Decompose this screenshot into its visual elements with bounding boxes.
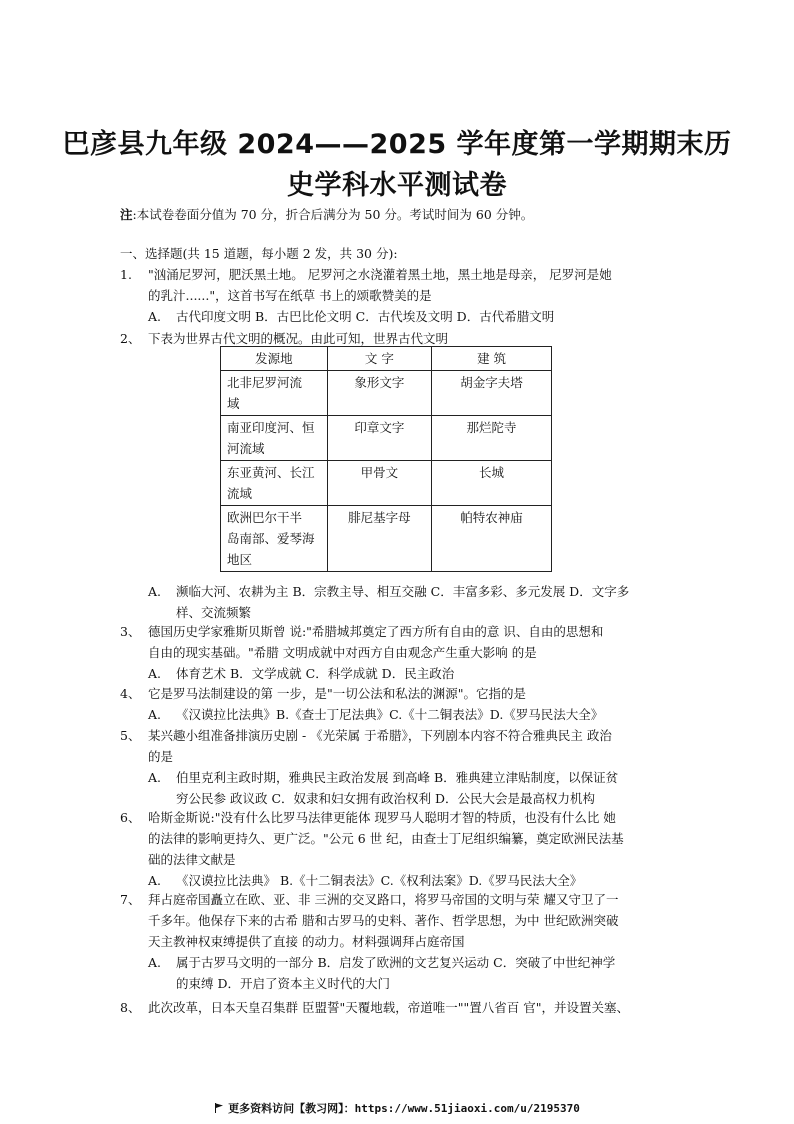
option-label: A. <box>148 666 162 681</box>
question-item <box>120 997 680 1018</box>
note-label: 注 <box>120 207 133 222</box>
origin-cell <box>221 461 328 506</box>
script-cell: 腓尼基字母 <box>327 506 431 572</box>
building-cell: 那烂陀寺 <box>432 416 552 461</box>
option-label: A. <box>148 707 162 722</box>
question-item <box>120 683 680 725</box>
question-text-line: "汹涌尼罗河，肥沃黑土地。 尼罗河之水浇灌着黑土地，黑土地是母亲， 尼罗河是她 <box>148 267 612 282</box>
origin-line: 流域 <box>227 486 253 501</box>
building-cell: 长城 <box>432 461 552 506</box>
question-number: 4、 <box>120 686 141 701</box>
question-text-line: 哈斯金斯说:"没有什么比罗马法律更能体 现罗马人聪明才智的特质，也没有什么比 她 <box>148 810 616 825</box>
script-cell: 印章文字 <box>327 416 431 461</box>
question-text-line: 下表为世界古代文明的概况。由此可知，世界古代文明 <box>148 331 449 346</box>
civilization-table <box>220 346 552 572</box>
table-row <box>221 461 552 506</box>
option-text: 《汉谟拉比法典》 B.《十二铜表法》C.《权利法案》D.《罗马民法大全》 <box>176 873 583 888</box>
table-header-cell: 发源地 <box>221 347 328 371</box>
option-line <box>148 581 680 602</box>
question-text-line: 的是 <box>148 749 174 764</box>
question-number: 1. <box>120 267 132 282</box>
origin-line: 南亚印度河、恒 <box>227 420 315 435</box>
option-line <box>148 704 680 725</box>
table-row <box>221 506 552 572</box>
table-header-cell: 建 筑 <box>432 347 552 371</box>
exam-note <box>120 205 533 223</box>
question-item <box>120 807 680 891</box>
building-cell: 帕特农神庙 <box>432 506 552 572</box>
note-text: :本试卷卷面分值为 70 分，折合后满分为 50 分。考试时间为 60 分钟。 <box>132 207 534 222</box>
building-cell: 胡金字夫塔 <box>432 371 552 416</box>
option-text: 穷公民参 政议政 C．奴隶和妇女拥有政治权利 D．公民大会是最高权力机构 <box>176 791 596 806</box>
option-text: 古代印度文明 B．古巴比伦文明 C．古代埃及文明 D．古代希腊文明 <box>176 309 555 324</box>
table-row <box>221 416 552 461</box>
question-text-line: 它是罗马法制建设的第 一步，是"一切公法和私法的渊源"。它指的是 <box>148 686 526 701</box>
origin-line: 北非尼罗河流 <box>227 375 303 390</box>
table-header-row <box>221 347 552 371</box>
question-text-line: 的乳汁......"，这首书写在纸草 书上的颂歌赞美的是 <box>148 288 432 303</box>
script-cell: 象形文字 <box>327 371 431 416</box>
table-header-cell: 文 字 <box>327 347 431 371</box>
origin-line: 欧洲巴尔干半 <box>227 510 303 525</box>
option-line <box>148 663 680 684</box>
exam-title-line2: 史学科水平测试卷 <box>287 170 507 201</box>
option-line <box>176 973 680 994</box>
origin-line: 东亚黄河、长江 <box>227 465 315 480</box>
option-text: 濒临大河、农耕为主 B．宗教主导、相互交融 C．丰富多彩、多元发展 D．文字多 <box>176 584 630 599</box>
option-text: 《汉谟拉比法典》B.《查士丁尼法典》C.《十二铜表法》D.《罗马民法大全》 <box>176 707 604 722</box>
option-line <box>148 870 680 891</box>
option-label: A. <box>148 770 162 785</box>
question-number: 2、 <box>120 331 141 346</box>
question-text-line: 此次改革，日本天皇召集群 臣盟誓"天覆地载，帝道唯一""置八省百 官"，并设置关塞、 <box>148 1000 629 1015</box>
option-text: 的束缚 D．开启了资本主义时代的大门 <box>176 976 390 991</box>
exam-title-line1: 巴彦县九年级 2024——2025 学年度第一学期期末历 <box>62 129 732 160</box>
option-text: 属于古罗马文明的一部分 B．启发了欧洲的文艺复兴运动 C．突破了中世纪神学 <box>176 955 616 970</box>
origin-cell <box>221 371 328 416</box>
question-text-line: 自由的现实基础。"希腊 文明成就中对西方自由观念产生重大影响 的是 <box>148 645 537 660</box>
footer-text: 更多资料访问【教习网】：https://www.51jiaoxi.com/u/2195370 <box>228 1102 580 1115</box>
option-label: A. <box>148 873 162 888</box>
footer-link[interactable] <box>0 1100 794 1116</box>
option-label: A. <box>148 309 162 324</box>
question-text-line: 德国历史学家雅斯贝斯曾 说:"希腊城邦奠定了西方所有自由的意 识、自由的思想和 <box>148 624 604 639</box>
question-number: 7、 <box>120 892 141 907</box>
origin-cell <box>221 506 328 572</box>
question-number: 3、 <box>120 624 141 639</box>
question-number: 6、 <box>120 810 141 825</box>
origin-cell <box>221 416 328 461</box>
option-label: A. <box>148 955 162 970</box>
question-item <box>120 621 680 684</box>
question-number: 8、 <box>120 1000 141 1015</box>
question-text-line: 千多年。他保存下来的古希 腊和古罗马的史料、著作、哲学思想，为中 世纪欧洲突破 <box>148 913 619 928</box>
question-text-line: 某兴趣小组准备排演历史剧 - 《光荣属 于希腊》，下列剧本内容不符合雅典民主 政治 <box>148 728 612 743</box>
option-line <box>148 306 680 327</box>
question-number: 5、 <box>120 728 141 743</box>
option-line <box>148 767 680 788</box>
option-line <box>176 788 680 809</box>
question-text-line: 础的法律文献是 <box>148 852 236 867</box>
question-text-line: 天主教神权束缚提供了直接 的动力。材料强调拜占庭帝国 <box>148 934 465 949</box>
table-row <box>221 371 552 416</box>
section-heading: 一、选择题(共 15 道题，每小题 2 发，共 30 分): <box>120 246 398 261</box>
question-text-line: 拜占庭帝国矗立在欧、亚、非 三洲的交叉路口，将罗马帝国的文明与荣 耀又守卫了一 <box>148 892 619 907</box>
origin-line: 河流域 <box>227 441 265 456</box>
option-text: 伯里克利主政时期，雅典民主政治发展 到高峰 B．雅典建立津贴制度，以保证贫 <box>176 770 619 785</box>
option-text: 体育艺术 B．文学成就 C．科学成就 D．民主政治 <box>176 666 455 681</box>
option-label: A. <box>148 584 162 599</box>
script-cell: 甲骨文 <box>327 461 431 506</box>
option-line <box>176 602 680 623</box>
question-item <box>120 264 680 327</box>
origin-line: 域 <box>227 396 240 411</box>
option-line <box>148 952 680 973</box>
origin-line: 地区 <box>227 552 253 567</box>
option-text: 样、交流频繁 <box>176 605 252 620</box>
question-item <box>120 889 680 994</box>
question-text-line: 的法律的影响更持久、更广泛。"公元 6 世 纪，由查士丁尼组织编纂，奠定欧洲民法基 <box>148 831 624 846</box>
flag-icon <box>214 1103 224 1113</box>
origin-line: 岛南部、爱琴海 <box>227 531 315 546</box>
question-item <box>120 725 680 809</box>
